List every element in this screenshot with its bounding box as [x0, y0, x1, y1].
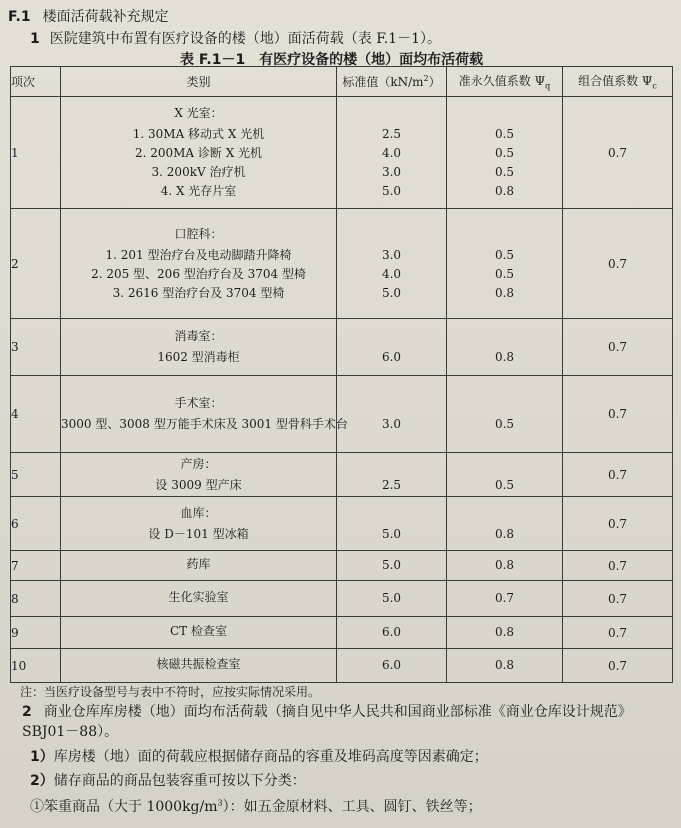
row-index: 2: [11, 209, 61, 319]
category-item: 2. 205 型、206 型治疗台及 3704 型椅: [91, 266, 306, 281]
row-combination-coefficient: 0.7: [563, 581, 673, 617]
sub-item-1-number: 1）: [30, 749, 54, 765]
standard-value: 2.5: [381, 477, 402, 492]
category-item: 设 3009 型产床: [155, 477, 242, 492]
sub-item-1: [30, 746, 488, 766]
standard-value: 6.0: [381, 625, 402, 639]
quasi-value: 0.8: [494, 526, 515, 541]
table-row: [11, 209, 673, 319]
section-heading: [8, 6, 169, 26]
row-quasi-coefficient: [447, 319, 563, 376]
table-row: [11, 617, 673, 649]
table-header-row: [11, 67, 673, 97]
table-caption: 表 F.1－1 有医疗设备的楼（地）面均布活荷载: [180, 52, 484, 68]
row-category: [61, 97, 337, 209]
quasi-value: 0.5: [494, 127, 515, 141]
row-combination-coefficient: 0.7: [563, 376, 673, 453]
sub-item-1-text: 库房楼（地）面的荷载应根据储存商品的容重及堆码高度等因素确定；: [53, 749, 488, 765]
category-heading: 口腔科：: [174, 226, 223, 241]
row-index: 5: [11, 453, 61, 497]
category-heading: X 光室：: [174, 106, 223, 120]
quasi-value: 0.8: [494, 350, 515, 364]
row-combination-coefficient: 0.7: [563, 97, 673, 209]
category-heading: 生化实验室: [168, 590, 229, 604]
category-heading: 产房：: [180, 456, 217, 471]
category-item: 3. 2616 型治疗台及 3704 型椅: [112, 285, 285, 300]
table-row: [11, 581, 673, 617]
row-category: [61, 319, 337, 376]
row-index: 6: [11, 497, 61, 551]
category-heading: 手术室：: [174, 396, 223, 410]
row-index: 4: [11, 376, 61, 453]
category-item: 4. X 光存片室: [160, 184, 237, 198]
category-heading: 药库: [186, 557, 211, 571]
row-quasi-coefficient: [447, 97, 563, 209]
item-1-text: 医院建筑中布置有医疗设备的楼（地）面活荷载（表 F.1－1）。: [49, 31, 441, 47]
item-2-text: 商业仓库库房楼（地）面均布活荷载（摘自见中华人民共和国商业部标准《商业仓库设计规范》SBJ01－88）。: [22, 704, 632, 740]
standard-value: 4.0: [381, 146, 402, 160]
row-standard-value: [337, 497, 447, 551]
quasi-value: 0.7: [494, 591, 515, 605]
sub-item-2-number: 2）: [30, 773, 54, 789]
standard-value: 5.0: [381, 526, 402, 541]
header-index: 项次: [11, 67, 61, 97]
standard-value: 3.0: [381, 165, 402, 179]
row-category: [61, 649, 337, 683]
row-quasi-coefficient: [447, 649, 563, 683]
category-item: 设 D－101 型冰箱: [148, 526, 249, 541]
quasi-value: 0.8: [494, 285, 515, 300]
standard-value: 2.5: [381, 127, 402, 141]
row-standard-value: [337, 649, 447, 683]
category-heading: CT 检查室: [169, 624, 227, 638]
row-combination-coefficient: 0.7: [563, 453, 673, 497]
row-quasi-coefficient: [447, 581, 563, 617]
row-standard-value: [337, 97, 447, 209]
category-heading: 核磁共振检查室: [156, 657, 241, 671]
row-standard-value: [337, 319, 447, 376]
category-item: 3. 200kV 治疗机: [151, 165, 246, 179]
category-item: 3000 型、3008 型万能手术床及 3001 型骨科手术台: [61, 417, 348, 431]
load-table: [10, 66, 673, 683]
standard-value: 3.0: [381, 247, 402, 262]
row-category: [61, 209, 337, 319]
sub-item-2-text: 储存商品的商品包装容重可按以下分类：: [53, 773, 306, 789]
row-standard-value: [337, 376, 447, 453]
item-1: [30, 28, 441, 48]
quasi-value: 0.8: [494, 625, 515, 639]
row-combination-coefficient: 0.7: [563, 209, 673, 319]
row-index: 8: [11, 581, 61, 617]
quasi-value: 0.8: [494, 658, 515, 672]
quasi-value: 0.8: [494, 184, 515, 198]
sub-item-2: [30, 770, 306, 790]
sub-item-3-text: ①笨重商品（大于 1000kg/m: [30, 799, 218, 815]
row-standard-value: [337, 453, 447, 497]
row-combination-coefficient: 0.7: [563, 649, 673, 683]
row-quasi-coefficient: [447, 617, 563, 649]
header-quasi-permanent: 准永久值系数 $\Psi_q$: [447, 67, 563, 97]
table-row: [11, 551, 673, 581]
row-index: 9: [11, 617, 61, 649]
quasi-value: 0.5: [494, 417, 515, 431]
table-row: [11, 453, 673, 497]
item-2: [22, 702, 672, 742]
standard-value: 3.0: [381, 417, 402, 431]
row-index: 1: [11, 97, 61, 209]
row-category: [61, 453, 337, 497]
category-item: 2. 200MA 诊断 X 光机: [134, 146, 263, 160]
section-title: 楼面活荷载补充规定: [42, 9, 169, 25]
quasi-value: 0.5: [494, 165, 515, 179]
row-combination-coefficient: 0.7: [563, 319, 673, 376]
table-row: [11, 97, 673, 209]
row-combination-coefficient: 0.7: [563, 497, 673, 551]
row-quasi-coefficient: [447, 209, 563, 319]
row-standard-value: [337, 581, 447, 617]
row-quasi-coefficient: [447, 497, 563, 551]
row-quasi-coefficient: [447, 551, 563, 581]
table-row: [11, 376, 673, 453]
quasi-value: 0.5: [494, 477, 515, 492]
table-row: [11, 497, 673, 551]
standard-value: 5.0: [381, 558, 402, 572]
row-category: [61, 376, 348, 453]
standard-value: 6.0: [381, 350, 402, 364]
header-combination: 组合值系数 $\Psi_c$: [563, 67, 673, 97]
row-index: 10: [11, 649, 61, 683]
standard-value: 5.0: [381, 591, 402, 605]
row-category: [61, 581, 337, 617]
row-quasi-coefficient: [447, 376, 563, 453]
standard-value: 5.0: [381, 285, 402, 300]
category-heading: 血库：: [180, 505, 217, 520]
row-index: 3: [11, 319, 61, 376]
header-category: 类别: [61, 67, 337, 97]
item-1-number: 1: [30, 31, 40, 47]
standard-value: 5.0: [381, 184, 402, 198]
row-category: [61, 617, 337, 649]
category-item: 1602 型消毒柜: [157, 350, 240, 364]
header-standard-value: 标准值$(kN/m^2)$: [337, 67, 447, 97]
standard-value: 6.0: [381, 658, 402, 672]
standard-value: 4.0: [381, 266, 402, 281]
row-combination-coefficient: 0.7: [563, 551, 673, 581]
quasi-value: 0.5: [494, 247, 515, 262]
table-row: [11, 319, 673, 376]
row-index: 7: [11, 551, 61, 581]
category-item: 1. 30MA 移动式 X 光机: [132, 127, 265, 141]
row-standard-value: [337, 209, 447, 319]
row-standard-value: [337, 617, 447, 649]
table-row: [11, 649, 673, 683]
sub-item-3: ①笨重商品（大于 $1000kg/m^3$）：如五金原材料、工具、圆钉、铁丝等；: [30, 798, 482, 815]
quasi-value: 0.8: [494, 558, 515, 572]
quasi-value: 0.5: [494, 146, 515, 160]
row-category: [61, 497, 337, 551]
item-2-number: 2: [22, 704, 32, 720]
table-note: 注：当医疗设备型号与表中不符时，应按实际情况采用。: [20, 685, 321, 699]
row-category: [61, 551, 337, 581]
row-standard-value: [337, 551, 447, 581]
quasi-value: 0.5: [494, 266, 515, 281]
row-quasi-coefficient: [447, 453, 563, 497]
row-combination-coefficient: 0.7: [563, 617, 673, 649]
section-number: F.1: [8, 9, 31, 25]
category-heading: 消毒室：: [174, 329, 223, 343]
category-item: 1. 201 型治疗台及电动脚踏升降椅: [105, 247, 292, 262]
